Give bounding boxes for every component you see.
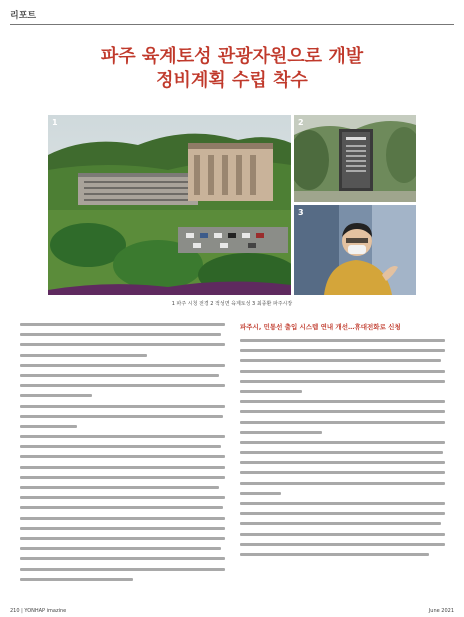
text-line [20,496,225,499]
text-line [240,380,445,383]
text-line [20,557,225,560]
fortress-sign-illustration [294,115,416,202]
text-line [20,486,219,489]
text-line [240,482,445,485]
photo-caption: 1 파주 시청 전경 2 적성면 육계토성 3 최종환 파주시장 [171,301,293,307]
text-line [240,512,445,515]
text-line [20,435,225,438]
text-line [240,421,445,424]
photo-number-1: 1 [52,118,58,127]
right-column-body [240,339,445,556]
photo-number-3: 3 [298,208,304,217]
text-line [240,359,441,362]
text-line [20,537,225,540]
text-line [20,527,225,530]
city-hall-photo [48,115,291,295]
text-line [20,578,133,581]
text-line [20,343,225,346]
text-line [240,522,441,525]
text-line [240,461,445,464]
text-line [240,400,445,403]
text-line [20,405,225,408]
page-folio: 210 | YONHAP imazine [10,608,67,614]
right-column [240,323,445,563]
text-line [240,533,445,536]
left-column-body [20,323,225,588]
text-line [20,445,221,448]
text-line [240,492,281,495]
text-line [240,410,445,413]
text-line [20,425,77,428]
photo-number-2: 2 [298,118,304,127]
section-tag: 리포트 [10,11,37,21]
text-line [240,390,302,393]
text-line [240,441,445,444]
text-line [240,349,445,352]
text-line [20,466,225,469]
article-title [0,45,464,93]
text-line [20,455,225,458]
photo-group [48,115,416,295]
text-line [240,543,445,546]
text-line [20,364,225,367]
text-line [20,517,225,520]
text-line [20,506,223,509]
text-line [20,547,221,550]
text-line [240,339,445,342]
title-line-1: 파주 육계토성 관광자원으로 개발 [100,46,364,67]
fortress-sign-photo [294,115,416,202]
text-line [20,415,223,418]
text-line [20,394,92,397]
text-line [20,374,219,377]
top-divider [10,24,454,25]
issue-date: June 2021 [428,608,454,614]
text-line [20,323,225,326]
text-line [240,451,443,454]
text-line [240,431,322,434]
text-line [20,568,225,571]
city-hall-illustration [48,115,291,295]
mayor-illustration [294,205,416,295]
text-line [240,471,445,474]
text-line [240,502,445,505]
title-line-2: 정비계획 수립 착수 [156,70,308,91]
text-line [20,476,225,479]
text-line [240,370,445,373]
text-line [20,354,147,357]
text-line [240,553,429,556]
text-line [20,384,225,387]
mayor-photo [294,205,416,295]
text-line [20,333,221,336]
right-subheading: 파주시, 민통선 출입 시스템 연내 개선…휴대전화로 신청 [240,323,401,331]
